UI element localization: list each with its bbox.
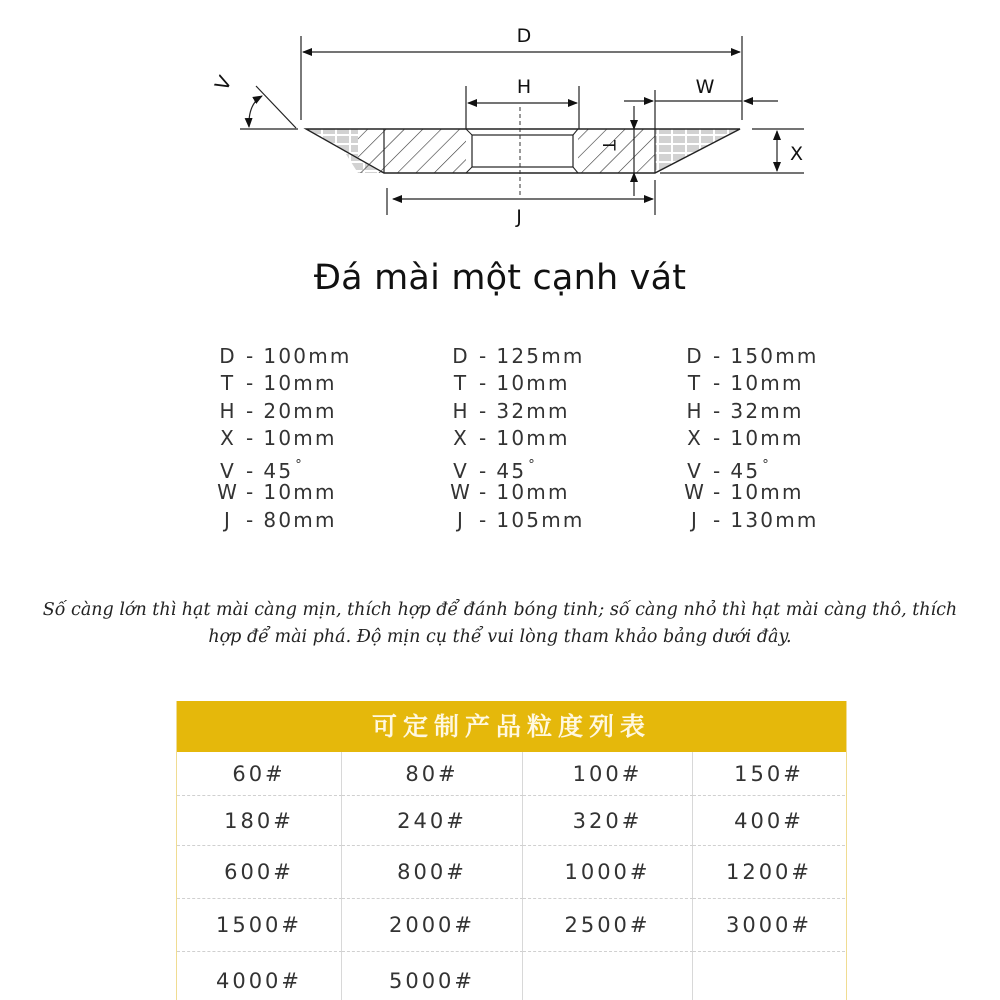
- spec-row: [214, 425, 352, 452]
- grit-cell: 1500#: [177, 899, 342, 952]
- spec-separator: -: [713, 425, 723, 450]
- spec-key: W: [217, 480, 237, 505]
- spec-value: 45: [263, 459, 294, 484]
- spec-value: 10mm: [730, 480, 804, 505]
- label-v: V: [210, 72, 237, 95]
- spec-value: 10mm: [496, 480, 570, 505]
- spec-row: [214, 370, 352, 397]
- spec-row: [681, 425, 819, 452]
- spec-separator: -: [479, 480, 489, 505]
- spec-row: [214, 343, 352, 370]
- grit-cell: 800#: [342, 846, 523, 899]
- spec-value: 125mm: [496, 344, 585, 368]
- spec-separator: -: [246, 507, 256, 532]
- grit-table-grid: [177, 752, 846, 1000]
- spec-row: [214, 452, 352, 484]
- grit-cell: 600#: [177, 846, 342, 899]
- page-title: Đá mài một cạnh vát: [313, 258, 687, 298]
- spec-separator: -: [479, 371, 489, 396]
- spec-row: [681, 479, 819, 506]
- grit-cell-empty: [693, 952, 845, 1000]
- grit-cell: 2500#: [523, 899, 693, 952]
- spec-separator: -: [479, 425, 489, 450]
- spec-row: [447, 425, 585, 452]
- grit-cell: 400#: [693, 796, 845, 846]
- spec-value: 100mm: [263, 344, 352, 368]
- spec-key: D: [219, 344, 235, 368]
- spec-key: J: [691, 507, 697, 532]
- spec-row: [447, 479, 585, 506]
- grit-cell: 4000#: [177, 952, 342, 1000]
- spec-key: H: [452, 398, 468, 423]
- spec-separator: -: [479, 344, 489, 368]
- spec-value: 130mm: [730, 507, 819, 532]
- spec-row: [214, 398, 352, 425]
- label-d: D: [516, 25, 532, 47]
- spec-separator: -: [713, 480, 723, 505]
- spec-value: 45: [496, 459, 527, 484]
- wheel-dimension-diagram: [0, 0, 1000, 240]
- spec-value: 32mm: [730, 398, 804, 423]
- spec-value: 10mm: [730, 371, 804, 396]
- spec-key: X: [220, 425, 234, 450]
- grit-cell: 180#: [177, 796, 342, 846]
- grit-cell: 60#: [177, 752, 342, 796]
- degree-symbol: °: [295, 458, 304, 474]
- spec-row: [214, 479, 352, 506]
- spec-key: X: [687, 425, 701, 450]
- grit-cell: 80#: [342, 752, 523, 796]
- spec-value: 150mm: [730, 344, 819, 368]
- grit-cell: 150#: [693, 752, 845, 796]
- spec-row: [214, 507, 352, 534]
- spec-row: [681, 398, 819, 425]
- spec-key: V: [220, 459, 234, 484]
- spec-separator: -: [246, 425, 256, 450]
- spec-separator: -: [713, 398, 723, 423]
- spec-key: V: [687, 459, 701, 484]
- spec-key: D: [686, 344, 702, 368]
- grit-cell: 1200#: [693, 846, 845, 899]
- spec-separator: -: [479, 459, 489, 484]
- grit-cell: 2000#: [342, 899, 523, 952]
- spec-separator: -: [246, 480, 256, 505]
- spec-value: 32mm: [496, 398, 570, 423]
- grit-explanation-note: Số càng lớn thì hạt mài càng mịn, thích hợp để đánh bóng tinh; số càng nhỏ thì hạt mài càng thô, thích hợp để mài phá. Độ mịn cụ thể vui lòng tham khảo bảng dưới đây.: [42, 600, 958, 647]
- spec-value: 10mm: [496, 425, 570, 450]
- spec-separator: -: [246, 371, 256, 396]
- spec-row: [447, 507, 585, 534]
- spec-key: H: [219, 398, 235, 423]
- grit-cell: 3000#: [693, 899, 845, 952]
- dimension-lines: [240, 36, 804, 215]
- spec-key: V: [453, 459, 467, 484]
- spec-key: H: [686, 398, 702, 423]
- spec-value: 105mm: [496, 507, 585, 532]
- spec-key: T: [687, 371, 701, 396]
- wheel-cross-section: [306, 107, 740, 198]
- spec-separator: -: [713, 459, 723, 484]
- spec-row: [447, 398, 585, 425]
- spec-row: [447, 370, 585, 397]
- grit-cell: 240#: [342, 796, 523, 846]
- degree-symbol: °: [762, 458, 771, 474]
- grit-table-header: 可定制产品粒度列表: [177, 701, 846, 752]
- spec-separator: -: [713, 507, 723, 532]
- spec-value: 20mm: [263, 398, 337, 423]
- label-w: W: [695, 76, 715, 98]
- spec-key: W: [450, 480, 470, 505]
- spec-row: [681, 507, 819, 534]
- spec-column-150mm: [681, 343, 819, 534]
- spec-key: J: [457, 507, 463, 532]
- spec-value: 10mm: [496, 371, 570, 396]
- spec-column-100mm: [214, 343, 352, 534]
- spec-row: [447, 452, 585, 484]
- dimension-labels: [211, 25, 803, 228]
- spec-separator: -: [479, 398, 489, 423]
- grit-cell: 320#: [523, 796, 693, 846]
- label-h: H: [516, 76, 532, 98]
- spec-value: 80mm: [263, 507, 337, 532]
- spec-row: [447, 343, 585, 370]
- spec-row: [681, 370, 819, 397]
- spec-key: T: [220, 371, 234, 396]
- grit-cell: 100#: [523, 752, 693, 796]
- label-x: X: [790, 143, 804, 165]
- label-j: J: [516, 206, 522, 228]
- spec-row: [681, 343, 819, 370]
- spec-key: W: [684, 480, 704, 505]
- spec-separator: -: [246, 344, 256, 368]
- spec-value: 10mm: [263, 480, 337, 505]
- spec-value: 10mm: [263, 425, 337, 450]
- grit-size-table: [176, 701, 847, 1000]
- spec-key: X: [453, 425, 467, 450]
- spec-value: 10mm: [263, 371, 337, 396]
- spec-row: [681, 452, 819, 484]
- spec-key: T: [453, 371, 467, 396]
- spec-separator: -: [713, 371, 723, 396]
- spec-separator: -: [246, 398, 256, 423]
- grit-cell: 5000#: [342, 952, 523, 1000]
- label-t: T: [598, 140, 618, 151]
- grit-cell: 1000#: [523, 846, 693, 899]
- spec-separator: -: [246, 459, 256, 484]
- spec-value: 45: [730, 459, 761, 484]
- spec-key: J: [224, 507, 230, 532]
- grit-cell-empty: [523, 952, 693, 1000]
- spec-key: D: [452, 344, 468, 368]
- spec-value: 10mm: [730, 425, 804, 450]
- spec-column-125mm: [447, 343, 585, 534]
- degree-symbol: °: [528, 458, 537, 474]
- spec-separator: -: [479, 507, 489, 532]
- spec-separator: -: [713, 344, 723, 368]
